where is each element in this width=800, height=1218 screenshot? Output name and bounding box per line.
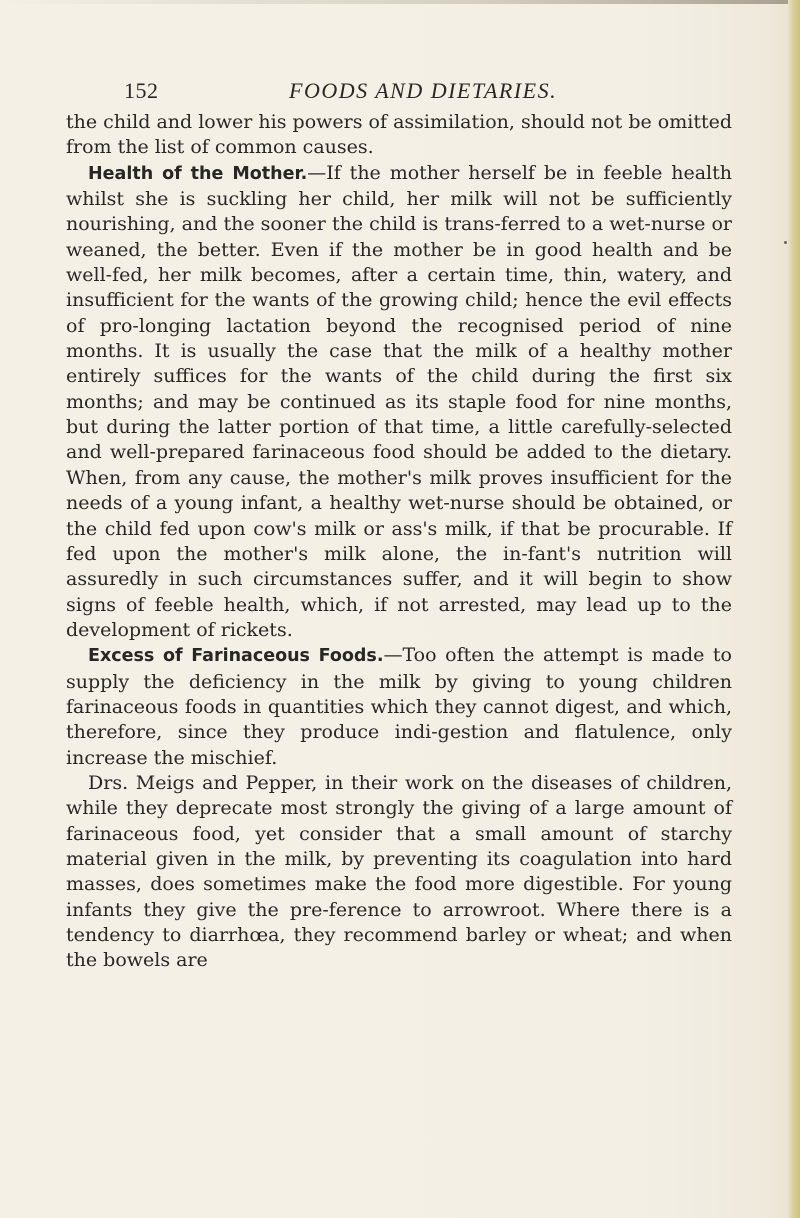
section-heading: Health of the Mother. [88, 163, 308, 184]
paragraph-text: —If the mother herself be in feeble health whilst she is suckling her child, her milk will not be sufficiently nourishing, and the sooner the child is trans-ferred to a wet-nurse or weaned, the better. Even if the mother be in good health and be well-fed, her milk becomes, after a certain time, thin, watery, and insufficient for the wants of the growing child; hence the evil effects of pro-longing lactation beyond the recognised period of nine months. It is usually the case that the milk of a healthy mother entirely suffices for the wants of the child during the first six months; and may be continued as its staple food for nine months, but during the latter portion of that time, a little carefully-selected and well-prepared farinaceous food should be added to the dietary. When, from any cause, the mother's milk proves insufficient for the needs of a young infant, a healthy wet-nurse should be obtained, or the child fed upon cow's milk or ass's milk, if that be procurable. If fed upon the mother's milk alone, the in-fant's nutrition will assuredly in such circumstances suffer, and it will begin to show signs of feeble health, which, if not arrested, may lead up to the development of rickets. [66, 161, 732, 641]
paragraph-text: Drs. Meigs and Pepper, in their work on the diseases of children, while they deprecate most strongly the giving of a large amount of farinaceous food, yet consider that a small amount of starchy material given in the milk, by preventing its coagulation into hard masses, does sometimes make the food more digestible. For young infants they give the pre-ference to arrowroot. Where there is a tendency to diarrhœa, they recommend barley or wheat; and when the bowels are [66, 771, 732, 972]
page-top-shadow [0, 0, 800, 4]
running-head: FOODS AND DIETARIES. [289, 78, 558, 103]
page-number: 152 [124, 78, 159, 103]
paragraph-health-of-mother [66, 161, 732, 644]
section-heading: Excess of Farinaceous Foods. [88, 646, 384, 667]
paragraph-text: the child and lower his powers of assimilation, should not be omitted from the list of common causes. [66, 111, 732, 159]
paragraph-text: —Too often the attempt is made to supply the deficiency in the milk by giving to young children farinaceous foods in quantities which they cannot digest, and which, therefore, since they produce indi-gestion and flatulence, only increase the mischief. [66, 644, 732, 769]
paragraph-continuation [66, 110, 732, 161]
page-header [0, 78, 800, 108]
body-text [66, 110, 732, 974]
margin-mark [784, 241, 787, 244]
paragraph-meigs-pepper [66, 771, 732, 974]
page-edge [788, 0, 800, 1218]
paragraph-excess-farinaceous [66, 643, 732, 771]
